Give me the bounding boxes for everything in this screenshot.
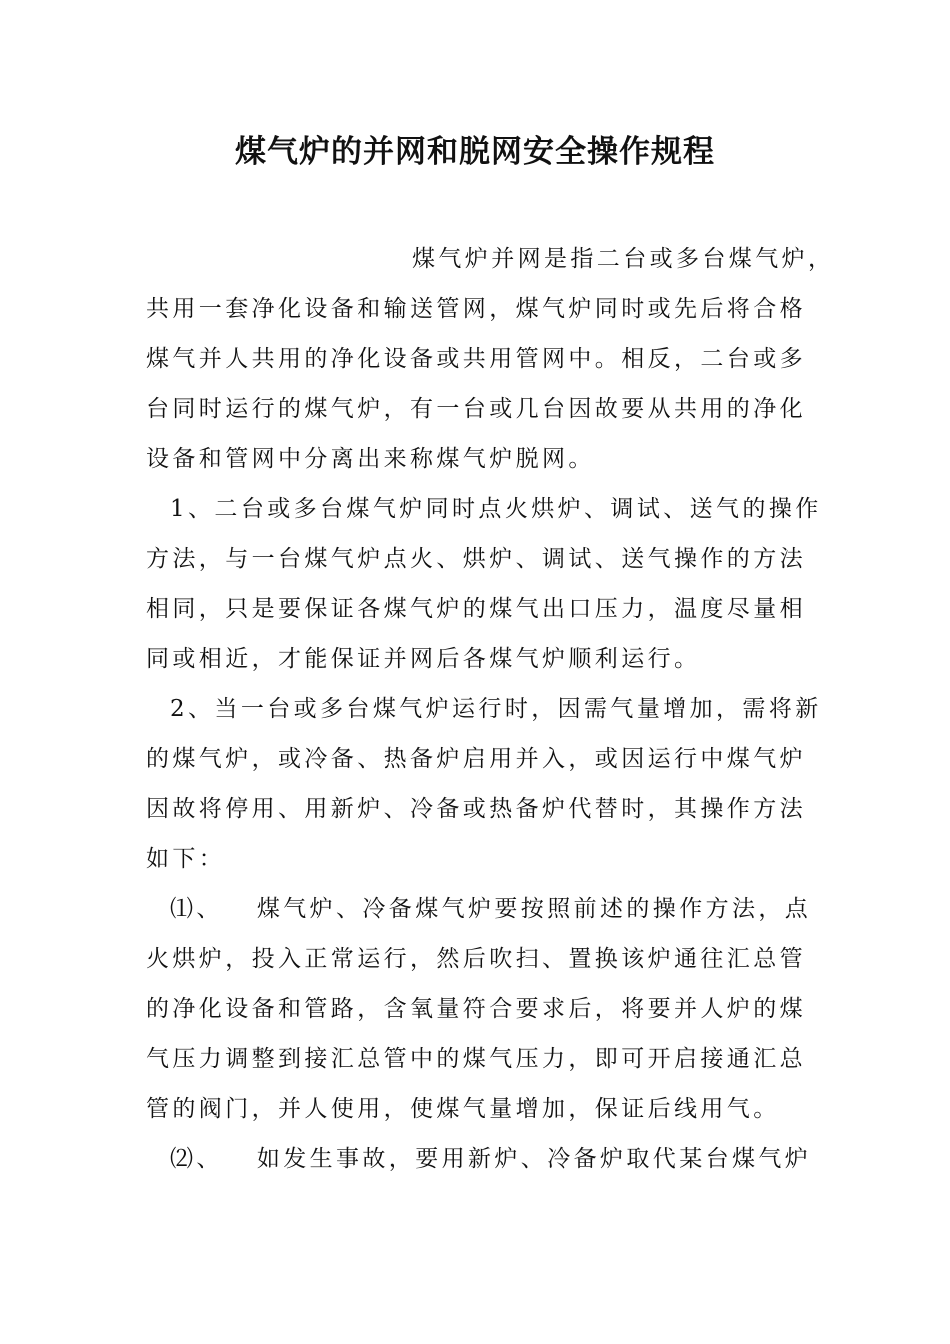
document-title: 煤气炉的并网和脱网安全操作规程 (235, 134, 715, 170)
document-body (146, 234, 835, 1184)
paragraph-line (146, 1134, 810, 1184)
paragraph-line: 管的阀门，并人使用，使煤气量增加，保证后线用气。 (146, 1096, 780, 1122)
paragraph-line: 相同，只是要保证各煤气炉的煤气出口压力，温度尽量相 (146, 596, 806, 622)
paragraph-line: 2、当一台或多台煤气炉运行时，因需气量增加，需将新 (170, 696, 822, 722)
item-marker: ⑵、 (170, 1146, 223, 1172)
paragraph-line: 设备和管网中分离出来称煤气炉脱网。 (146, 446, 595, 472)
paragraph-line: 方法，与一台煤气炉点火、烘炉、调试、送气操作的方法 (146, 546, 806, 572)
item-text: 如发生事故，要用新炉、冷备炉取代某台煤气炉 (256, 1146, 812, 1172)
paragraph-line: 因故将停用、用新炉、冷备或热备炉代替时，其操作方法 (146, 796, 806, 822)
paragraph-line: 的煤气炉，或冷备、热备炉启用并入，或因运行中煤气炉 (146, 746, 806, 772)
paragraph-line: 同或相近，才能保证并网后各煤气炉顺利运行。 (146, 646, 701, 672)
paragraph-line: 台同时运行的煤气炉，有一台或几台因故要从共用的净化 (146, 396, 806, 422)
paragraph-line: 共用一套净化设备和输送管网，煤气炉同时或先后将合格 (146, 296, 806, 322)
paragraph-line: 如下： (146, 846, 226, 872)
paragraph-line: 煤气炉并网是指二台或多台煤气炉， (412, 246, 835, 272)
paragraph-line (146, 884, 810, 934)
item-text: 煤气炉、冷备煤气炉要按照前述的操作方法，点 (256, 896, 812, 922)
paragraph-line: 火烘炉，投入正常运行，然后吹扫、置换该炉通往汇总管 (146, 946, 806, 972)
paragraph-line: 煤气并人共用的净化设备或共用管网中。相反，二台或多 (146, 346, 806, 372)
paragraph-line: 气压力调整到接汇总管中的煤气压力，即可开启接通汇总 (146, 1046, 806, 1072)
paragraph-line: 1、二台或多台煤气炉同时点火烘炉、调试、送气的操作 (170, 496, 822, 522)
paragraph-line: 的净化设备和管路，含氧量符合要求后，将要并人炉的煤 (146, 996, 806, 1022)
item-marker: ⑴、 (170, 896, 223, 922)
